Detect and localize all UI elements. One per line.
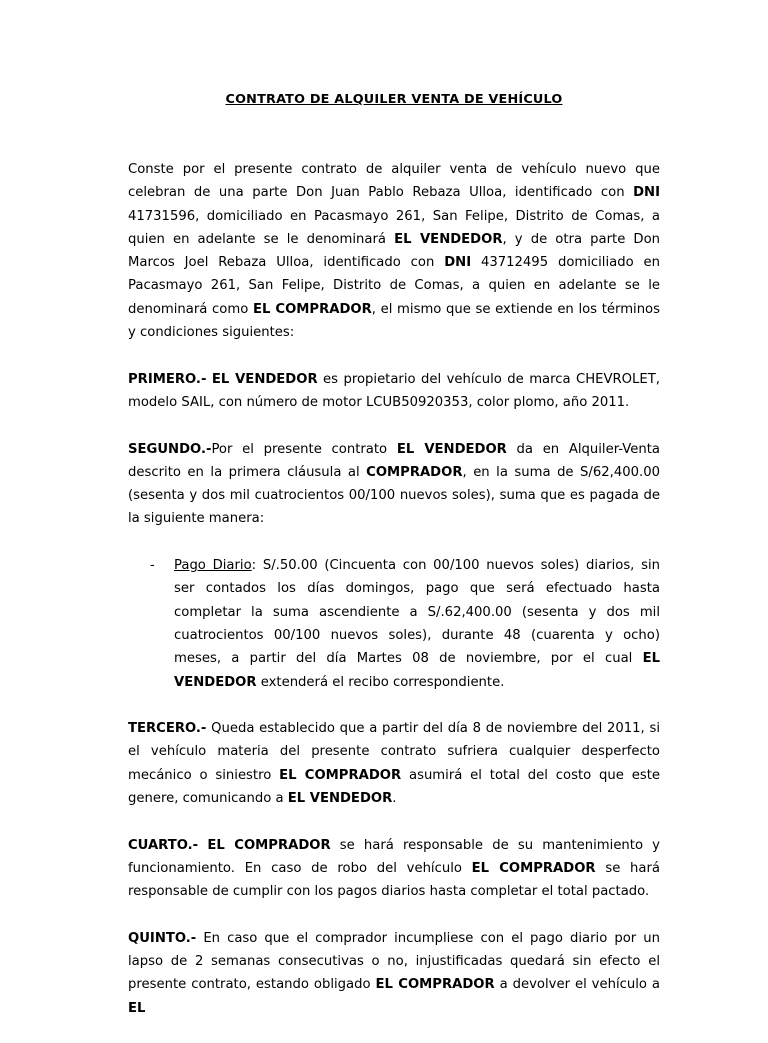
clause-label: SEGUNDO.- — [128, 441, 212, 457]
clause-label: PRIMERO.- — [128, 371, 207, 387]
comprador-term: EL COMPRADOR — [279, 767, 402, 783]
comprador-term: COMPRADOR — [366, 464, 463, 480]
vendedor-term: EL VENDEDOR — [211, 371, 318, 387]
clause-primero: PRIMERO.- EL VENDEDOR es propietario del vehículo de marca CHEVROLET, modelo SAIL, con número de motor LCUB50920353, color plomo, año 2011. — [128, 371, 660, 410]
document-title: CONTRATO DE ALQUILER VENTA DE VEHÍCULO — [225, 92, 563, 107]
dni-label: DNI — [633, 185, 660, 201]
vendedor-term: EL VENDEDOR — [174, 651, 660, 690]
clause-segundo: SEGUNDO.-Por el presente contrato EL VENDEDOR da en Alquiler-Venta descrito en la primera cláusula al COMPRADOR, en la suma de S/62,400.00 (sesenta y dos mil cuatrocientos 00/100 nuevos soles), suma que es pagada de la siguiente manera: — [128, 441, 660, 527]
comprador-term: EL COMPRADOR — [375, 977, 495, 993]
bullet-dash: - — [150, 558, 155, 574]
contract-page — [128, 88, 660, 1043]
comprador-term: EL COMPRADOR — [471, 860, 596, 876]
clause-label: QUINTO.- — [128, 930, 197, 946]
clause-label: TERCERO.- — [128, 721, 207, 737]
vendedor-term-partial: EL — [128, 1000, 146, 1016]
vendedor-term: EL VENDEDOR — [394, 231, 503, 247]
pago-diario-label: Pago Diario — [174, 558, 252, 574]
comprador-term: EL COMPRADOR — [252, 301, 372, 317]
comprador-term: EL COMPRADOR — [207, 837, 331, 853]
dni-label: DNI — [444, 255, 472, 271]
clause-tercero: TERCERO.- Queda establecido que a partir del día 8 de noviembre del 2011, si el vehículo materia del presente contrato sufriera cualquier desperfecto mecánico o siniestro EL COMPRADOR asumirá el total del costo que este genere, comunicando a EL VENDEDOR. — [128, 721, 660, 807]
clause-quinto: QUINTO.- En caso que el comprador incumpliese con el pago diario por un lapso de 2 semanas consecutivas o no, injustificadas quedará sin efecto el presente contrato, estando obligado EL COMPRADOR a devolver el vehículo a EL — [128, 930, 661, 1016]
intro-paragraph: Conste por el presente contrato de alquiler venta de vehículo nuevo que celebran de una parte Don Juan Pablo Rebaza Ulloa, identificado con DNI 41731596, domiciliado en Pacasmayo 261, San Felipe, Distrito de Comas, a quien en adelante se le denominará EL VENDEDOR, y de otra parte Don Marcos Joel Rebaza Ulloa, identificado con DNI 43712495 domiciliado en Pacasmayo 261, San Felipe, Distrito de Comas, a quien en adelante se le denominará como EL COMPRADOR, el mismo que se extiende en los términos y condiciones siguientes: — [128, 162, 660, 341]
clause-cuarto: CUARTO.- EL COMPRADOR se hará responsable de su mantenimiento y funcionamiento. En caso de robo del vehículo EL COMPRADOR se hará responsable de cumplir con los pagos diarios hasta completar el total pactado. — [128, 837, 660, 900]
vendedor-term: EL VENDEDOR — [287, 791, 393, 807]
clause-label: CUARTO.- — [128, 837, 199, 853]
vendedor-term: EL VENDEDOR — [396, 441, 507, 457]
payment-bullet: - Pago Diario: S/.50.00 (Cincuenta con 00/100 nuevos soles) diarios, sin ser contados los días domingos, pago que será efectuado hasta completar la suma ascendiente a S/.62,400.00 (sesenta y dos mil cuatrocientos 00/100 nuevos soles), durante 48 (cuarenta y ocho) meses, a partir del día Martes 08 de noviembre, por el cual EL VENDEDOR extenderá el recibo correspondiente. — [128, 554, 660, 694]
